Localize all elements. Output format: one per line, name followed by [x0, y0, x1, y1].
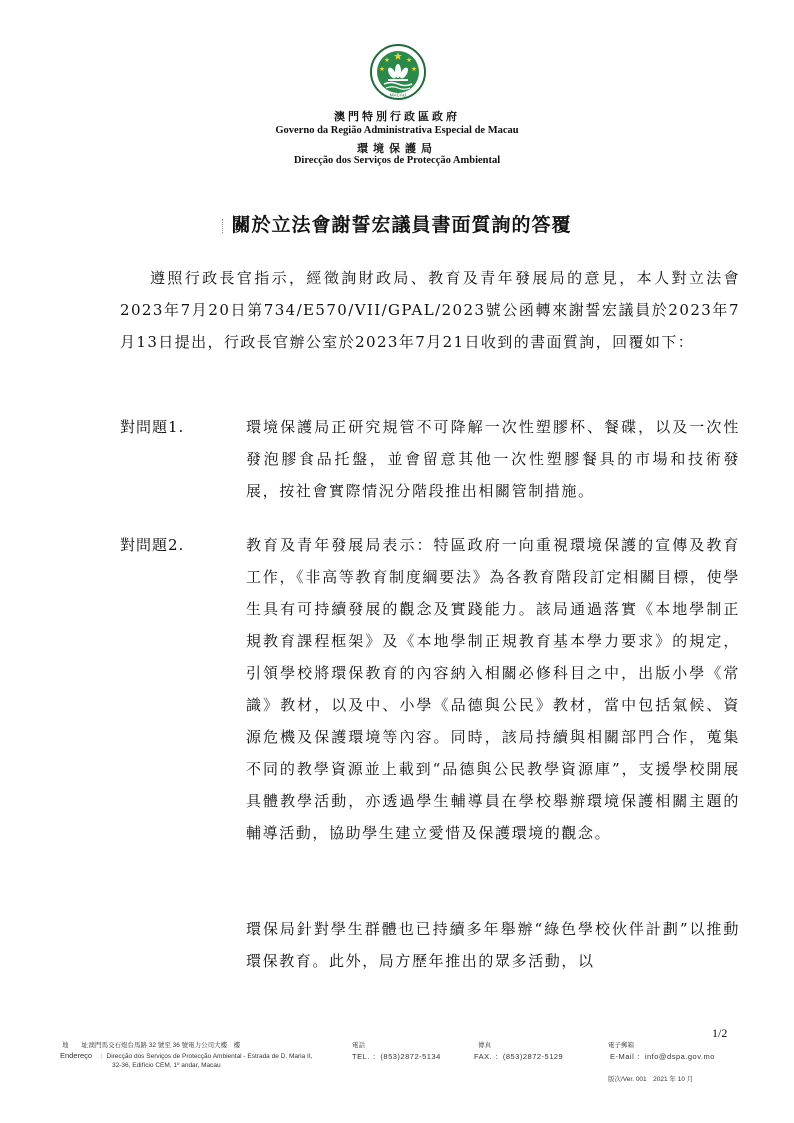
footer-fax: FAX. ：(853)2872-5129: [474, 1052, 564, 1061]
government-name-chinese: 澳門特別行政區政府: [334, 110, 460, 123]
footer-fax-label-cn: 傳真: [478, 1042, 491, 1049]
macau-emblem-logo: [370, 44, 426, 100]
answer-2-label: 對問題2.: [120, 536, 185, 554]
answer-2-paragraph-1: 教育及青年發展局表示：特區政府一向重視環境保護的宣傳及教育工作，《非高等教育制度綱要法》為各教育階段訂定相關目標，使學生具有可持續發展的觀念及實踐能力。該局通過落實《本地學制正規教育課程框架》及《本地學制正規教育基本學力要求》的規定，引領學校將環保教育的內容納入相關必修科目之中，出版小學《常識》教材，以及中、小學《品德與公民》教材，當中包括氣候、資源危機及保護環境等內容。同時，該局持續與相關部門合作，蒐集不同的教學資源並上載到“品德與公民教學資源庫”，支援學校開展具體教學活動，亦透過學生輔導員在學校舉辦環境保護相關主題的輔導活動，協助學生建立愛惜及保護環境的觀念。: [246, 536, 740, 842]
footer-address-pt-line2: 32-36, Edifício CEM, 1º andar, Macau: [112, 1062, 221, 1069]
answer-1-paragraph: 環境保護局正研究規管不可降解一次性塑膠杯、餐碟，以及一次性發泡膠食品托盤，並會留意其他一次性塑膠餐具的市場和技術發展，按社會實際情況分階段推出相關管制措施。: [246, 418, 740, 500]
footer-version: 版次/Ver. 001 2021 年 10 月: [608, 1076, 694, 1083]
footer-address-pt-line1: ：Direcção dos Serviços de Protecção Ambiental - Estrada de D. Maria II,: [100, 1053, 313, 1060]
document-title-text: 關於立法會謝誓宏議員書面質詢的答覆: [231, 214, 572, 236]
emblem-caption: MACAU: [389, 92, 407, 98]
government-name-portuguese: Governo da Região Administrativa Especial de Macau: [275, 125, 519, 136]
answer-2-paragraph-2: 環保局針對學生群體也已持續多年舉辦“綠色學校伙伴計劃”以推動環保教育。此外，局方歷年推出的眾多活動，以: [246, 920, 740, 970]
department-name-portuguese: Direcção dos Serviços de Protecção Ambiental: [293, 155, 501, 166]
footer-tel-label-cn: 電話: [352, 1042, 365, 1049]
title-marker: [222, 219, 225, 233]
footer-email-label-cn: 電子郵箱: [608, 1042, 634, 1049]
letterhead-footer: [60, 1040, 750, 1110]
answer-1-label: 對問題1.: [120, 418, 185, 436]
footer-tel: TEL. ：(853)2872-5134: [352, 1052, 441, 1061]
document-title: [0, 210, 794, 237]
footer-email: E-Mail ：info@dspa.gov.mo: [610, 1052, 715, 1061]
footer-address-cn: ：澳門馬交石炮台馬路 32 號至 36 號電力公司大樓 樓: [82, 1042, 241, 1049]
answer-2-body: [246, 529, 740, 849]
page-number: 1/2: [712, 1026, 728, 1040]
footer-address-label-cn: 地 址: [62, 1042, 88, 1049]
answer-1-body: [246, 411, 740, 507]
footer-address-label-pt: Endereço: [60, 1051, 93, 1060]
answer-2-continuation: [246, 913, 740, 977]
intro-paragraph: 遵照行政長官指示，經徵詢財政局、教育及青年發展局的意見，本人對立法會2023年7月20日第734/E570/VII/GPAL/2023號公函轉來謝誓宏議員於2023年7月13日提出，行政長官辦公室於2023年7月21日收到的書面質詢，回覆如下：: [120, 269, 740, 351]
intro-section: [120, 262, 740, 358]
department-name-chinese: 環境保護局: [357, 142, 437, 155]
